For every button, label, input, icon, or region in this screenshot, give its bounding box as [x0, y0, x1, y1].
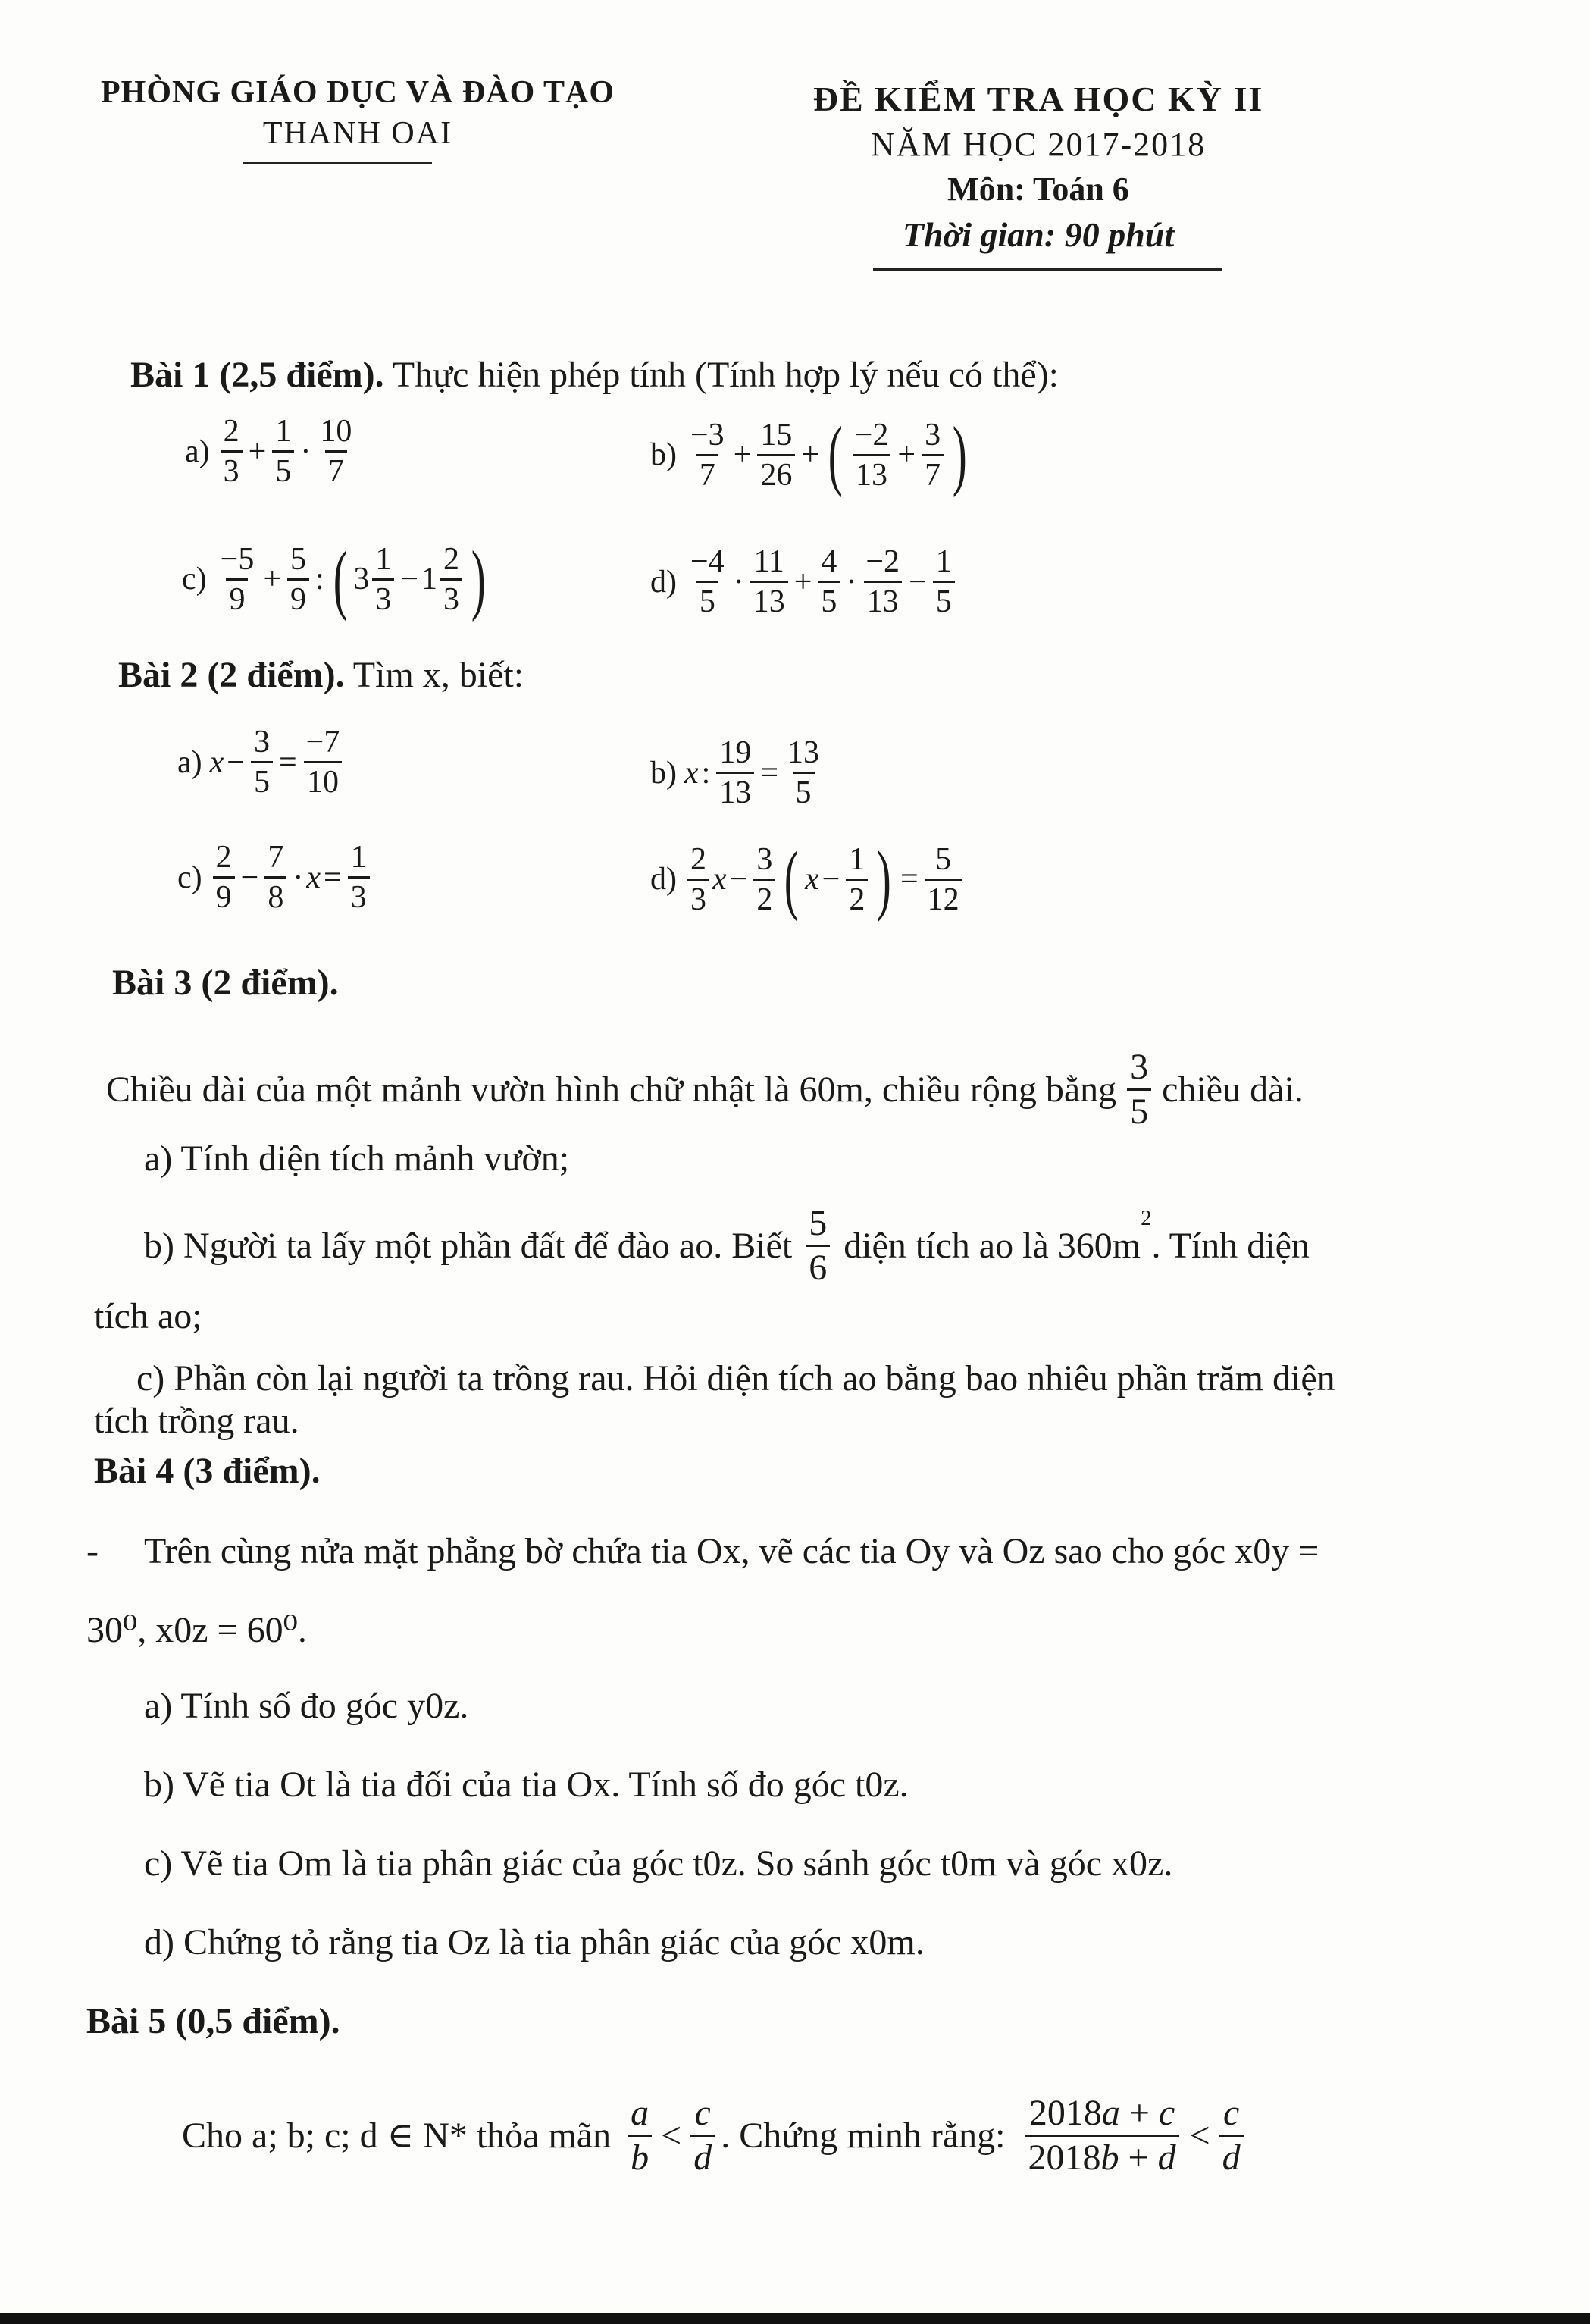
label-d: d): [650, 862, 677, 897]
bai5-pre: Cho a; b; c; d ∈ N* thỏa mãn: [182, 2115, 612, 2156]
subject: Môn: Toán 6: [947, 171, 1129, 208]
bai2-prompt: Tìm x, biết:: [352, 655, 524, 695]
bai2-heading: [118, 653, 524, 697]
bai2-c: c) $\frac{2}{9}$ − $\frac{7}{8}$ · x = $\frac{1}{3}$: [177, 841, 373, 913]
bai4-title: Bài 4 (3 điểm).: [94, 1451, 321, 1491]
duration: Thời gian: 90 phút: [902, 215, 1175, 254]
scan-edge: [0, 2313, 1590, 2324]
bai3-title: Bài 3 (2 điểm).: [112, 963, 339, 1003]
bai1-a: a) $\frac{2}{3}$ + $\frac{1}{5}$ · $\frac{10}{7}$: [185, 414, 352, 489]
bai3-b: b) Người ta lấy một phần đất để đào ao. Biết $\frac{5}{6}$ diện tích ao là 360m $^2$ . Tính diện: [144, 1203, 1310, 1288]
bai3-intro: Chiều dài của một mảnh vườn hình chữ nhật là 60m, chiều rộng bằng $\frac{3}{5}$ chiều dài.: [106, 1047, 1304, 1132]
bai1-b: b) $\frac{-3}{7}$ + $\frac{15}{26}$ + ( $\frac{-2}{13}$ + $\frac{3}{7}$ ): [650, 411, 967, 498]
exam-header: [750, 79, 1326, 255]
bai1-prompt: Thực hiện phép tính (Tính hợp lý nếu có thể):: [392, 355, 1059, 395]
department-name: PHÒNG GIÁO DỤC VÀ ĐÀO TẠO: [101, 75, 615, 110]
bai4-b: b) Vẽ tia Ot là tia đối của tia Ox. Tính số đo góc t0z.: [144, 1765, 909, 1805]
bai3-a: a) Tính diện tích mảnh vườn;: [144, 1139, 570, 1179]
bai2-a: a) x − $\frac{3}{5}$ = $\frac{-7}{10}$: [177, 726, 346, 798]
label-a: a): [177, 744, 202, 780]
label-a: a): [185, 434, 210, 469]
bai3-intro-post: chiều dài.: [1162, 1069, 1304, 1110]
bai3-c-line2: tích trồng rau.: [94, 1401, 299, 1441]
bai4-bullet: -: [86, 1531, 99, 1571]
bai4-a: a) Tính số đo góc y0z.: [144, 1686, 469, 1726]
bai3-b-post2: . Tính diện: [1151, 1225, 1310, 1266]
bai1-c: c) $\frac{-5}{9}$ + $\frac{5}{9}$ : ( 3 $\frac{1}{3}$ − 1 $\frac{2}{3}$ ): [182, 535, 486, 622]
bai3-b-pre: b) Người ta lấy một phần đất để đào ao. Biết: [144, 1225, 793, 1266]
exam-title: ĐỀ KIỂM TRA HỌC KỲ II: [812, 80, 1264, 118]
label-c: c): [177, 860, 202, 895]
bai4-c: c) Vẽ tia Om là tia phân giác của góc t0z. So sánh góc t0m và góc x0z.: [144, 1843, 1173, 1884]
bai5-title: Bài 5 (0,5 điểm).: [86, 2001, 340, 2041]
bai2-b: b) x : $\frac{19}{13}$ = $\frac{13}{5}$: [650, 735, 820, 810]
bai5-mid: . Chứng minh rằng:: [721, 2115, 1006, 2156]
bai2-d: d) $\frac{2}{3}$ x − $\frac{3}{2}$ ( x − $\frac{1}{2}$ ) = $\frac{5}{12}$: [650, 840, 966, 919]
bai5-statement: Cho a; b; c; d ∈ N* thỏa mãn $\frac{a}{b}$ < $\frac{c}{d}$ . Chứng minh rằng: $\frac{2018a + c}{2018b + d}$ < $\frac{c}{d}$: [182, 2095, 1250, 2176]
bai1-heading: [130, 353, 1059, 397]
label-b: b): [650, 437, 677, 472]
district-name: THANH OAI: [262, 116, 453, 151]
label-d: d): [650, 564, 677, 600]
bai3-intro-pre: Chiều dài của một mảnh vườn hình chữ nhật là 60m, chiều rộng bằng: [106, 1069, 1117, 1110]
label-b: b): [650, 755, 677, 791]
bai2-title: Bài 2 (2 điểm).: [118, 655, 345, 695]
bai4-line2: 30⁰, x0z = 60⁰.: [86, 1610, 307, 1650]
bai1-d: d) $\frac{-4}{5}$ · $\frac{11}{13}$ + $\frac{4}{5}$ · $\frac{-2}{13}$ − $\frac{1}{5}$: [650, 546, 958, 618]
school-year: NĂM HỌC 2017-2018: [870, 126, 1207, 163]
district-underline: [243, 162, 432, 164]
bai4-d: d) Chứng tỏ rằng tia Oz là tia phân giác của góc x0m.: [144, 1922, 925, 1962]
header-underline: [873, 268, 1222, 271]
department-block: [85, 74, 631, 152]
bai3-b-post: diện tích ao là 360m: [844, 1225, 1141, 1266]
bai3-c-line1: c) Phần còn lại người ta trồng rau. Hỏi diện tích ao bằng bao nhiêu phần trăm diện: [136, 1358, 1335, 1398]
label-c: c): [182, 562, 207, 597]
bai3-b-cont: tích ao;: [94, 1296, 202, 1336]
bai4-line1: Trên cùng nửa mặt phẳng bờ chứa tia Ox, vẽ các tia Oy và Oz sao cho góc x0y =: [144, 1531, 1319, 1571]
bai1-title: Bài 1 (2,5 điểm).: [130, 355, 384, 395]
